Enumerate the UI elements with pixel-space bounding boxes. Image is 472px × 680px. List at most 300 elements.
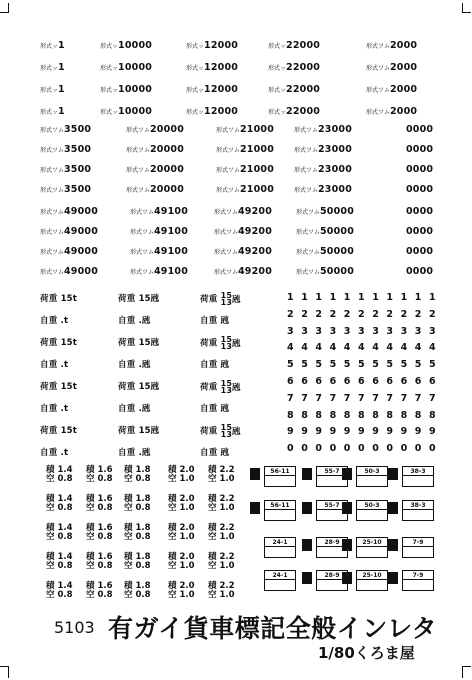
digit-glyph: 6: [386, 376, 394, 387]
type-number: 3500: [63, 144, 92, 155]
type-number-label: [130, 226, 188, 237]
type-prefix: 形式ツム: [130, 249, 154, 256]
rating-label: [208, 524, 235, 542]
plate-mark: [264, 537, 296, 558]
type-prefix: 形式ツム: [214, 249, 238, 256]
rating-empty: 空 0.8: [86, 532, 113, 542]
rating-empty: 空 0.8: [124, 561, 151, 571]
digit-glyph: 1: [343, 292, 351, 303]
digit-glyph: 5: [343, 359, 351, 371]
type-prefix: 形式ッ: [100, 109, 119, 116]
digit-glyph: 5: [386, 359, 394, 371]
digit-glyph: 5: [358, 359, 365, 371]
type-number-label: [294, 184, 352, 195]
digit-glyph: 7: [400, 392, 408, 404]
digit-row: [280, 292, 450, 306]
rating-load: 積 1.6: [86, 581, 113, 591]
digit-row: [280, 326, 450, 340]
type-prefix: 形式ツム: [126, 187, 150, 194]
digit-glyph: 3: [315, 325, 323, 337]
plate-subline: [265, 475, 295, 482]
rating-load: 積 2.0: [168, 494, 195, 504]
type-row: [0, 164, 472, 180]
self-weight-unit: 瓲: [220, 448, 230, 458]
digit-glyph: 2: [315, 308, 323, 320]
digit-glyph: 6: [315, 376, 323, 387]
type-number-label: [406, 124, 433, 135]
type-prefix: 形式ツム: [366, 65, 390, 72]
digit-glyph: 8: [329, 409, 337, 421]
rating-load: 積 1.4: [46, 465, 73, 475]
type-prefix: 形式ッ: [186, 43, 205, 50]
digit-glyph: 1: [372, 292, 379, 303]
digit-glyph: 1: [329, 292, 337, 303]
rating-empty: 空 1.0: [208, 561, 235, 571]
type-number: 2000: [389, 40, 418, 51]
plate-icon: [388, 539, 398, 551]
rating-label: [208, 495, 235, 513]
self-weight-caption: 自重: [200, 404, 221, 414]
plate-subline: [357, 475, 387, 482]
self-weight-label: [200, 402, 229, 414]
rating-label: [46, 582, 73, 600]
digit-glyph: 4: [287, 342, 294, 354]
type-prefix: 形式ッ: [40, 43, 59, 50]
load-value: 15t: [60, 426, 78, 436]
rating-label: [168, 466, 195, 484]
plate-text: 24-1: [272, 539, 288, 546]
self-weight-unit: 瓲: [220, 316, 230, 326]
digit-glyph: 8: [414, 409, 422, 421]
digit-glyph: 9: [287, 426, 294, 438]
type-prefix: 形式ツム: [216, 147, 240, 154]
digit-glyph: 8: [372, 409, 379, 421]
type-number: 22000: [286, 62, 321, 73]
type-number-label: [130, 246, 188, 257]
rating-label: [86, 495, 113, 513]
self-weight-caption: 自重: [40, 448, 61, 458]
rating-empty: 空 1.0: [168, 532, 195, 542]
digit-glyph: 3: [372, 325, 379, 337]
type-number-label: [40, 164, 91, 175]
type-number: 22000: [286, 106, 321, 117]
type-number-label: [216, 184, 274, 195]
type-prefix: 形式ッ: [100, 87, 119, 94]
plate-text: 7-9: [412, 539, 424, 546]
type-row: [0, 40, 472, 56]
rating-empty: 空 0.8: [86, 503, 113, 513]
type-number-label: [268, 106, 320, 117]
load-label: [118, 424, 160, 436]
type-row: [0, 246, 472, 262]
plate-icon: [302, 468, 312, 480]
plate-text: 55-7: [324, 502, 340, 509]
digit-glyph: 7: [301, 392, 308, 404]
type-number-label: [214, 226, 272, 237]
type-number-label: [126, 144, 184, 155]
digit-glyph: 3: [343, 325, 351, 337]
type-prefix: 形式ッ: [186, 109, 205, 116]
rating-load: 積 2.2: [208, 552, 235, 562]
crop-mark-top-right-h: [462, 12, 471, 13]
plate-subline: [403, 579, 433, 586]
type-number: 3500: [63, 164, 92, 175]
rating-load: 積 1.8: [124, 552, 151, 562]
digit-glyph: 3: [301, 325, 308, 337]
load-label: [118, 336, 160, 348]
self-weight-unit: .瓲: [138, 360, 151, 370]
type-prefix: 形式ッ: [186, 87, 205, 94]
type-prefix: 形式ツム: [126, 147, 150, 154]
type-prefix: 形式ツム: [40, 229, 64, 236]
plate-subline: [265, 546, 295, 553]
type-number-label: [406, 184, 433, 195]
type-number: 50000: [319, 226, 355, 237]
type-prefix: 形式ツム: [294, 127, 318, 134]
plate-mark: [356, 537, 388, 558]
type-number-label: [406, 164, 433, 175]
load-label: [200, 292, 241, 306]
plate-mark: [402, 500, 434, 521]
type-row: [0, 144, 472, 160]
digit-glyph: 8: [400, 409, 408, 421]
type-row: [0, 84, 472, 100]
digit-glyph: 1: [315, 292, 323, 303]
rating-empty: 空 0.8: [124, 590, 151, 600]
type-number: 2000: [389, 106, 418, 117]
type-number: 0000: [406, 164, 434, 175]
crop-mark-bottom-left-v: [8, 666, 9, 678]
rating-load: 積 1.6: [86, 523, 113, 533]
rating-empty: 空 0.8: [86, 474, 113, 484]
plate-subline: [357, 579, 387, 586]
digit-glyph: 5: [400, 359, 408, 371]
digit-glyph: 2: [386, 308, 394, 320]
rating-empty: 空 0.8: [124, 474, 151, 484]
plate-text: 55-7: [324, 468, 340, 475]
plate-icon: [342, 572, 352, 584]
type-number-label: [40, 246, 98, 257]
digit-glyph: 3: [287, 325, 294, 337]
digit-glyph: 7: [329, 392, 337, 404]
digit-glyph: 5: [287, 359, 294, 371]
plate-icon: [388, 572, 398, 584]
digit-row: [280, 359, 450, 373]
digit-glyph: 2: [329, 308, 337, 320]
digit-glyph: 1: [287, 292, 294, 303]
rating-load: 積 1.6: [86, 494, 113, 504]
type-number: 22000: [286, 40, 321, 51]
digit-glyph: 3: [414, 325, 422, 337]
load-label: [40, 336, 77, 348]
type-number-label: [296, 246, 354, 257]
digit-glyph: 4: [414, 342, 422, 354]
self-weight-caption: 自重: [118, 316, 139, 326]
digit-row: [280, 443, 450, 457]
type-number: 10000: [118, 62, 153, 73]
product-scale: 1/80くろま屋: [318, 644, 415, 662]
digit-glyph: 0: [429, 443, 436, 455]
type-number-label: [216, 164, 274, 175]
load-value: 15 13瓲: [220, 291, 241, 307]
load-value: 15瓲: [138, 294, 160, 304]
rating-label: [208, 466, 235, 484]
self-weight-caption: 自重: [40, 316, 61, 326]
plate-mark: [264, 500, 296, 521]
load-value: 15t: [60, 382, 78, 392]
digit-glyph: 2: [343, 308, 351, 320]
digit-glyph: 7: [414, 392, 422, 404]
digit-glyph: 9: [301, 426, 308, 438]
plate-icon: [342, 502, 352, 514]
type-prefix: 形式ッ: [268, 65, 287, 72]
type-row: [0, 266, 472, 282]
digit-glyph: 9: [358, 426, 365, 438]
type-prefix: 形式ツム: [214, 229, 238, 236]
type-number-label: [406, 144, 433, 155]
digit-glyph: 1: [358, 292, 365, 303]
digit-glyph: 0: [386, 443, 394, 455]
rating-label: [46, 553, 73, 571]
rating-label: [46, 524, 73, 542]
self-weight-caption: 自重: [118, 404, 139, 414]
type-number: 3500: [63, 124, 92, 135]
rating-label: [208, 582, 235, 600]
self-weight-unit: .t: [60, 404, 69, 414]
digit-glyph: 9: [329, 426, 337, 438]
rating-empty: 空 0.8: [46, 561, 73, 571]
load-label: [40, 424, 77, 436]
plate-subline: [403, 509, 433, 516]
digit-glyph: 5: [315, 359, 323, 371]
type-prefix: 形式ツム: [40, 167, 64, 174]
self-weight-unit: .t: [60, 360, 69, 370]
rating-empty: 空 0.8: [86, 561, 113, 571]
type-number: 0000: [406, 266, 434, 277]
type-prefix: 形式ツム: [40, 269, 64, 276]
product-code: 5103: [54, 618, 95, 637]
rating-empty: 空 1.0: [168, 590, 195, 600]
rating-load: 積 1.8: [124, 581, 151, 591]
digit-glyph: 1: [429, 292, 436, 303]
type-number: 1: [58, 84, 65, 95]
digit-row: [280, 342, 450, 356]
type-number: 20000: [149, 144, 185, 155]
load-value: 15 13瓲: [220, 335, 241, 351]
rating-load: 積 1.4: [46, 552, 73, 562]
load-label: [118, 380, 160, 392]
type-number: 10000: [118, 84, 153, 95]
type-number: 22000: [286, 84, 321, 95]
digit-glyph: 8: [315, 409, 323, 421]
digit-glyph: 4: [386, 342, 394, 354]
type-prefix: 形式ツム: [130, 209, 154, 216]
type-number: 1: [58, 106, 65, 117]
type-number: 3500: [63, 184, 92, 195]
load-caption: 荷重: [118, 294, 139, 304]
type-number: 20000: [149, 124, 185, 135]
type-number-label: [366, 84, 417, 95]
plate-icon: [388, 468, 398, 480]
load-label: [200, 424, 241, 438]
type-number: 0000: [406, 124, 434, 135]
self-weight-label: [40, 358, 68, 370]
type-row: [0, 106, 472, 122]
type-prefix: 形式ッ: [268, 109, 287, 116]
type-prefix: 形式ツム: [40, 127, 64, 134]
digit-glyph: 0: [301, 443, 308, 455]
self-weight-caption: 自重: [40, 360, 61, 370]
rating-empty: 空 0.8: [124, 532, 151, 542]
type-number: 0000: [406, 246, 434, 257]
plate-icon: [250, 502, 260, 514]
type-prefix: 形式ツム: [40, 147, 64, 154]
rating-load: 積 1.4: [46, 581, 73, 591]
type-number: 10000: [118, 40, 153, 51]
digit-glyph: 7: [287, 392, 294, 404]
type-number: 20000: [149, 164, 185, 175]
rating-load: 積 1.8: [124, 523, 151, 533]
plate-text: 38-3: [410, 468, 426, 475]
type-number-label: [294, 164, 352, 175]
type-number-label: [216, 144, 274, 155]
rating-empty: 空 1.0: [208, 590, 235, 600]
type-number-label: [268, 40, 320, 51]
type-number: 1: [58, 40, 65, 51]
type-number: 49100: [153, 206, 189, 217]
digit-glyph: 5: [429, 359, 436, 371]
self-weight-unit: 瓲: [220, 404, 230, 414]
type-number-label: [126, 164, 184, 175]
load-caption: 荷重: [40, 338, 61, 348]
type-prefix: 形式ッ: [40, 65, 59, 72]
digit-glyph: 5: [301, 359, 308, 371]
digit-glyph: 7: [386, 392, 394, 404]
rating-load: 積 2.0: [168, 465, 195, 475]
self-weight-unit: .瓲: [138, 448, 151, 458]
digit-glyph: 2: [358, 308, 365, 320]
digit-glyph: 2: [301, 308, 308, 320]
digit-glyph: 7: [358, 392, 365, 404]
type-number-label: [100, 84, 152, 95]
rating-empty: 空 0.8: [86, 590, 113, 600]
digit-glyph: 2: [429, 308, 436, 320]
type-prefix: 形式ツム: [296, 269, 320, 276]
digit-glyph: 4: [343, 342, 351, 354]
type-number-label: [126, 184, 184, 195]
digit-glyph: 4: [315, 342, 323, 354]
type-prefix: 形式ッ: [268, 43, 287, 50]
type-prefix: 形式ッ: [40, 109, 59, 116]
digit-glyph: 3: [429, 325, 436, 337]
rating-empty: 空 0.8: [124, 503, 151, 513]
type-number-label: [186, 106, 238, 117]
type-number: 0000: [406, 184, 434, 195]
type-prefix: 形式ツム: [126, 167, 150, 174]
self-weight-caption: 自重: [118, 448, 139, 458]
type-prefix: 形式ツム: [366, 43, 390, 50]
type-prefix: 形式ツム: [130, 229, 154, 236]
type-number-label: [406, 246, 433, 257]
load-value: 15瓲: [138, 382, 160, 392]
digit-glyph: 9: [343, 426, 351, 438]
digit-glyph: 8: [386, 409, 394, 421]
digit-glyph: 0: [287, 443, 294, 455]
type-number: 49000: [63, 246, 99, 257]
type-number: 49000: [63, 206, 99, 217]
plate-text: 25-10: [362, 539, 382, 546]
type-number-label: [130, 266, 188, 277]
type-number: 21000: [239, 144, 275, 155]
self-weight-caption: 自重: [200, 316, 221, 326]
type-prefix: 形式ツム: [40, 249, 64, 256]
plate-mark: [356, 500, 388, 521]
rating-load: 積 1.6: [86, 552, 113, 562]
plate-text: 28-9: [324, 539, 340, 546]
rating-load: 積 2.2: [208, 494, 235, 504]
type-prefix: 形式ツム: [130, 269, 154, 276]
load-caption: 荷重: [40, 426, 61, 436]
digit-glyph: 6: [372, 376, 379, 387]
self-weight-caption: 自重: [118, 360, 139, 370]
digit-glyph: 8: [301, 409, 308, 421]
digit-glyph: 9: [372, 426, 379, 438]
digit-glyph: 1: [301, 292, 308, 303]
type-prefix: 形式ツム: [214, 209, 238, 216]
type-number-label: [100, 40, 152, 51]
self-weight-label: [118, 402, 151, 414]
digit-glyph: 0: [315, 443, 323, 455]
digit-glyph: 6: [400, 376, 408, 387]
digit-glyph: 9: [315, 426, 323, 438]
rating-load: 積 1.8: [124, 494, 151, 504]
type-prefix: 形式ッ: [268, 87, 287, 94]
type-number-label: [406, 226, 433, 237]
plate-text: 56-11: [270, 468, 290, 475]
type-prefix: 形式ツム: [296, 229, 320, 236]
type-number: 49000: [63, 266, 99, 277]
plate-text: 7-9: [412, 572, 424, 579]
rating-label: [86, 466, 113, 484]
type-number: 50000: [319, 246, 355, 257]
type-number: 49200: [237, 226, 273, 237]
type-number-label: [296, 266, 354, 277]
digit-glyph: 1: [414, 292, 422, 303]
digit-glyph: 4: [429, 342, 436, 354]
digit-glyph: 8: [429, 409, 436, 421]
self-weight-label: [200, 358, 229, 370]
type-number-label: [40, 184, 91, 195]
rating-label: [86, 524, 113, 542]
type-prefix: 形式ツム: [126, 127, 150, 134]
type-number-label: [406, 206, 433, 217]
load-caption: 荷重: [200, 338, 221, 349]
digit-glyph: 3: [386, 325, 394, 337]
rating-label: [124, 524, 151, 542]
rating-empty: 空 1.0: [168, 561, 195, 571]
plate-mark: [356, 570, 388, 591]
rating-label: [124, 582, 151, 600]
type-number: 49200: [237, 206, 273, 217]
digit-glyph: 5: [329, 359, 337, 371]
digit-glyph: 8: [358, 409, 365, 421]
rating-label: [168, 582, 195, 600]
type-number: 49200: [237, 266, 273, 277]
digit-glyph: 2: [287, 308, 294, 320]
type-number-label: [366, 106, 417, 117]
type-number-label: [186, 40, 238, 51]
type-number-label: [40, 106, 65, 117]
